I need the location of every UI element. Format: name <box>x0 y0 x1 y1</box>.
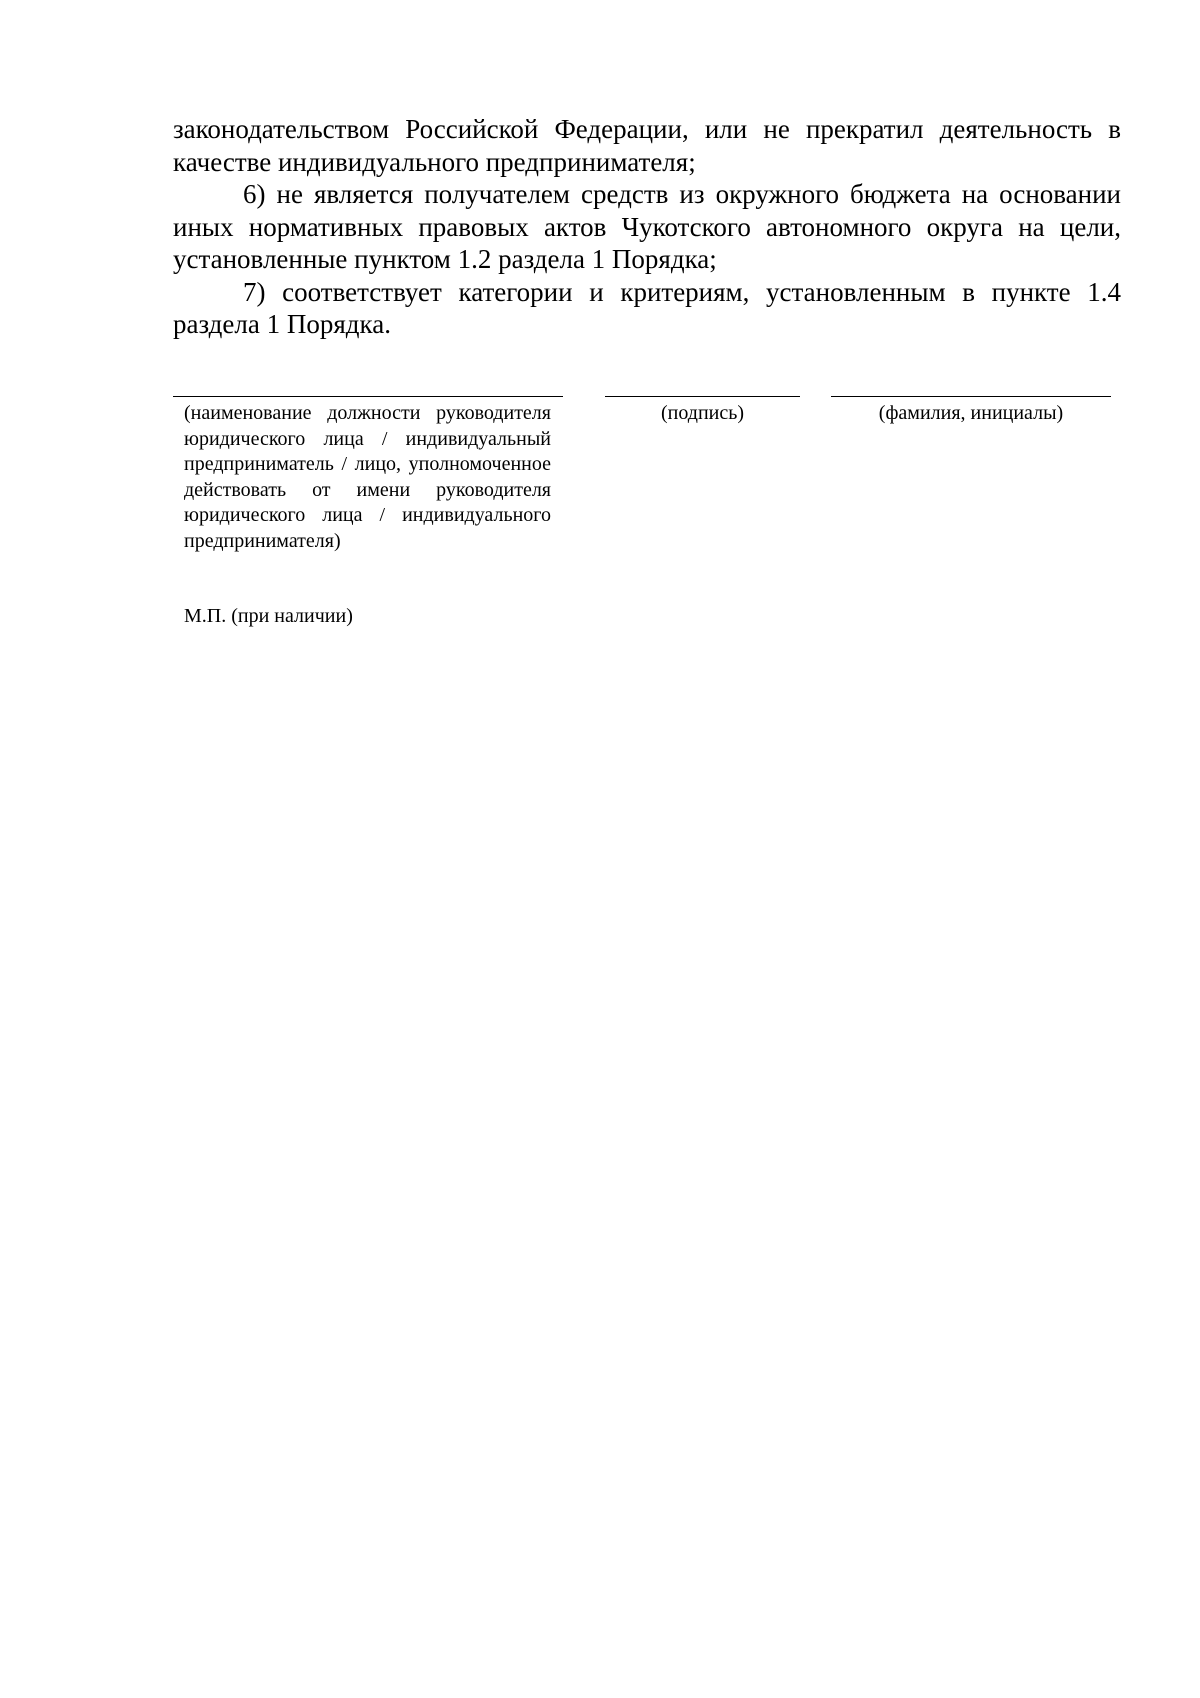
position-signature-line <box>173 396 563 397</box>
document-body <box>173 113 1121 341</box>
name-caption: (фамилия, инициалы) <box>878 402 1064 424</box>
paragraph-item-7: 7) соответствует категории и критериям, установленным в пункте 1.4 раздела 1 Порядка. <box>173 276 1121 339</box>
signature-line <box>605 396 800 397</box>
paragraph-continuation: законодательством Российской Федерации, или не прекратил деятельность в качестве индивидуального предпринимателя; <box>173 114 1121 177</box>
signature-caption: (подпись) <box>660 402 745 424</box>
position-caption: (наименование должности руководителя юридического лица / индивидуальный предприниматель / лицо, уполномоченное действовать от имени руководителя юридического лица / индивидуального предпринимателя) <box>184 402 551 552</box>
stamp-note: М.П. (при наличии) <box>184 605 353 627</box>
paragraph-item-6: 6) не является получателем средств из окружного бюджета на основании иных нормативных правовых актов Чукотского автономного округа на цели, установленные пунктом 1.2 раздела 1 Порядка; <box>173 179 1121 274</box>
name-signature-line <box>831 396 1111 397</box>
